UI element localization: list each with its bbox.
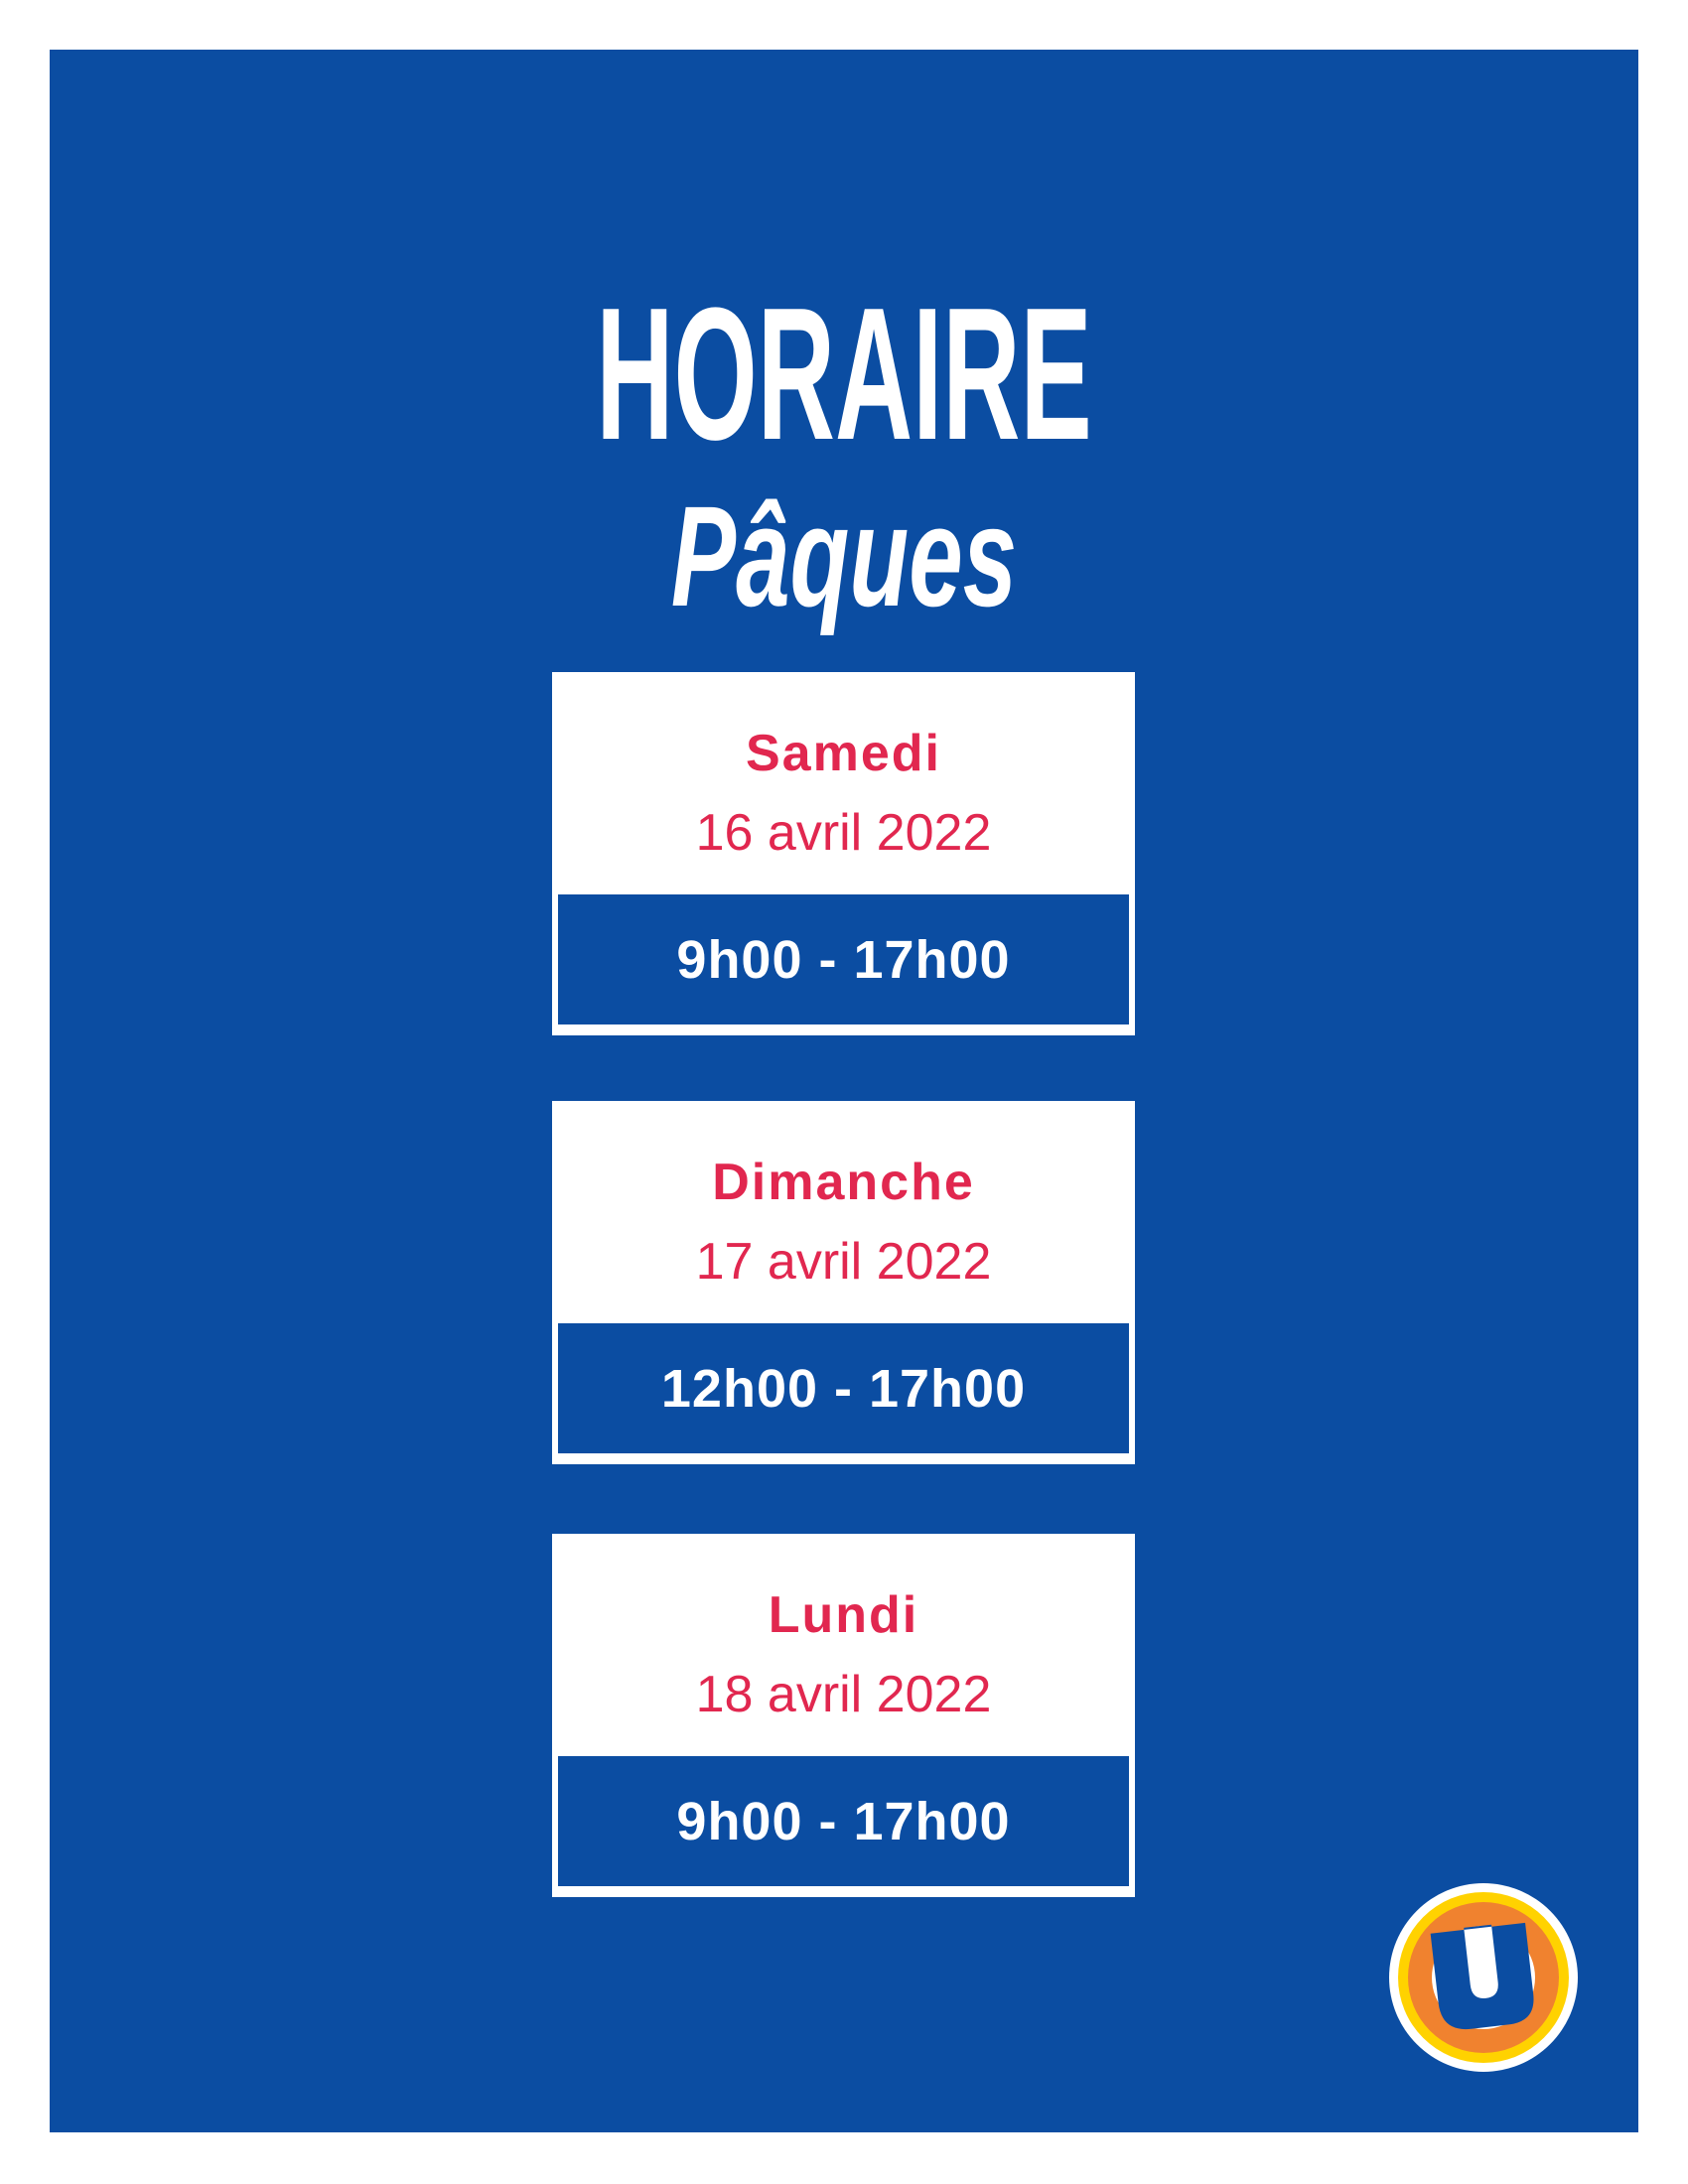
- poster-subtitle: Pâques: [670, 477, 1018, 636]
- poster-panel: [50, 50, 1638, 2132]
- hours-bar: [558, 894, 1129, 1024]
- schedule-card-dimanche: [552, 1101, 1135, 1464]
- hours-label: 9h00 - 17h00: [676, 929, 1011, 990]
- schedule-card-samedi: [552, 672, 1135, 1035]
- hours-label: 9h00 - 17h00: [676, 1791, 1011, 1851]
- date-label: 16 avril 2022: [695, 804, 992, 862]
- day-label: Samedi: [746, 725, 941, 782]
- date-label: 18 avril 2022: [695, 1666, 992, 1723]
- day-label: Dimanche: [712, 1154, 975, 1211]
- hours-bar: [558, 1756, 1129, 1886]
- u-brand-logo-icon: [1384, 1878, 1583, 2077]
- hours-bar: [558, 1323, 1129, 1453]
- hours-label: 12h00 - 17h00: [660, 1358, 1027, 1419]
- schedule-card-lundi: [552, 1534, 1135, 1897]
- poster-title: HORAIRE: [596, 269, 1092, 479]
- date-label: 17 avril 2022: [695, 1233, 992, 1291]
- day-label: Lundi: [768, 1586, 919, 1644]
